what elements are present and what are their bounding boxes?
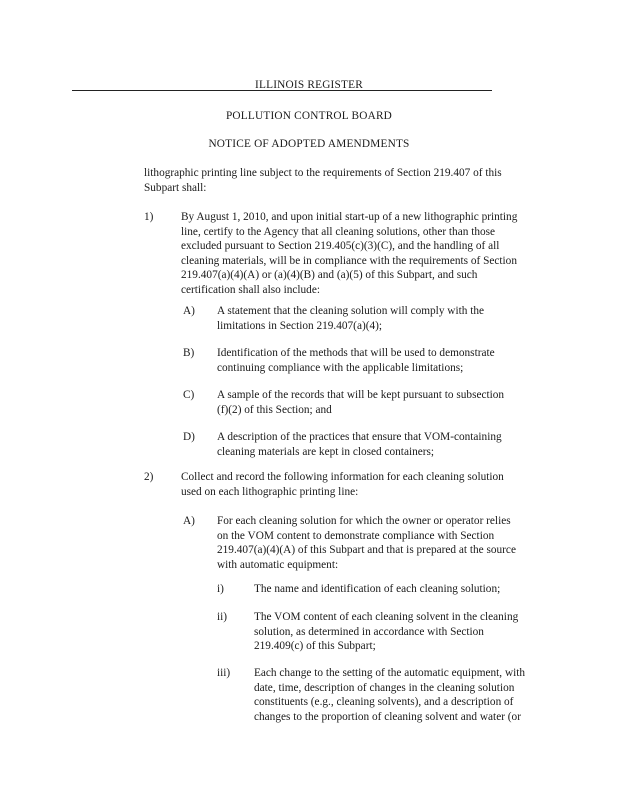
- text-line: A description of the practices that ensure that VOM-containing: [217, 431, 502, 443]
- text-line: continuing compliance with the applicable limitations;: [217, 361, 464, 374]
- subitem-paragraph: [217, 430, 502, 459]
- item-2-paragraph: [181, 470, 504, 499]
- text-line: with automatic equipment:: [217, 558, 339, 571]
- text-line: For each cleaning solution for which the owner or operator relies: [217, 515, 511, 527]
- text-line: 219.407(a)(4)(A) or (a)(4)(B) and (a)(5) of this Subpart, and such: [181, 269, 478, 281]
- text-line: Each change to the setting of the automatic equipment, with: [254, 667, 526, 679]
- text-line: date, time, description of changes in the cleaning solution: [254, 681, 515, 694]
- text-line: Collect and record the following information for each cleaning solution: [181, 471, 504, 483]
- text-line: 219.407(a)(4)(A) of this Subpart and that is prepared at the source: [217, 544, 516, 556]
- subitem-paragraph: [217, 304, 484, 333]
- subitem-paragraph: [217, 514, 516, 572]
- text-line: changes to the proportion of cleaning solvent and water (or: [254, 710, 521, 723]
- subitem-paragraph: [217, 388, 504, 417]
- notice-title: NOTICE OF ADOPTED AMENDMENTS: [208, 138, 410, 150]
- text-line: 219.409(c) of this Subpart;: [254, 640, 376, 652]
- subitem-label: A): [183, 515, 195, 527]
- text-line: cleaning materials, will be in compliance with the requirements of Section: [181, 254, 517, 267]
- board-title: POLLUTION CONTROL BOARD: [225, 110, 393, 122]
- text-line: The VOM content of each cleaning solvent in the cleaning: [254, 611, 519, 623]
- subsubitem-paragraph: [254, 582, 500, 597]
- subitem-label: B): [183, 347, 195, 359]
- subitem-paragraph: [217, 346, 495, 375]
- subsubitem-paragraph: [254, 610, 518, 654]
- item-label: 2): [144, 471, 154, 483]
- text-line: constituents (e.g., cleaning solvents), and a description of: [254, 696, 514, 708]
- header-rule: [72, 90, 492, 91]
- register-title: ILLINOIS REGISTER: [255, 79, 363, 91]
- intro-paragraph: [144, 166, 502, 195]
- text-line: solution, as determined in accordance with Section: [254, 625, 484, 638]
- subsubitem-paragraph: [254, 666, 525, 724]
- text-line: on the VOM content to demonstrate compliance with Section: [217, 529, 495, 542]
- text-line: The name and identification of each cleaning solution;: [254, 583, 501, 595]
- subitem-label: C): [183, 389, 195, 401]
- text-line: used on each lithographic printing line:: [181, 485, 359, 498]
- text-line: limitations in Section 219.407(a)(4);: [217, 319, 383, 332]
- text-line: (f)(2) of this Section; and: [217, 403, 332, 416]
- subitem-label: D): [183, 431, 195, 443]
- subsubitem-label: ii): [217, 611, 228, 623]
- subsubitem-label: i): [217, 583, 224, 595]
- text-line: excluded pursuant to Section 219.405(c)(3)(C), and the handling of all: [181, 240, 500, 252]
- text-line: A sample of the records that will be kept pursuant to subsection: [217, 389, 505, 401]
- text-line: line, certify to the Agency that all cleaning solutions, other than those: [181, 225, 496, 238]
- subsubitem-label: iii): [217, 667, 231, 679]
- text-line: Identification of the methods that will be used to demonstrate: [217, 347, 495, 359]
- text-line: Subpart shall:: [144, 181, 207, 194]
- text-line: By August 1, 2010, and upon initial start-up of a new lithographic printing: [181, 211, 518, 223]
- subitem-label: A): [183, 305, 195, 317]
- text-line: cleaning materials are kept in closed containers;: [217, 445, 435, 458]
- item-1-paragraph: [181, 210, 517, 297]
- text-line: A statement that the cleaning solution will comply with the: [217, 305, 484, 317]
- text-line: lithographic printing line subject to the requirements of Section 219.407 of this: [144, 167, 502, 179]
- item-label: 1): [144, 211, 154, 223]
- text-line: certification shall also include:: [181, 283, 320, 296]
